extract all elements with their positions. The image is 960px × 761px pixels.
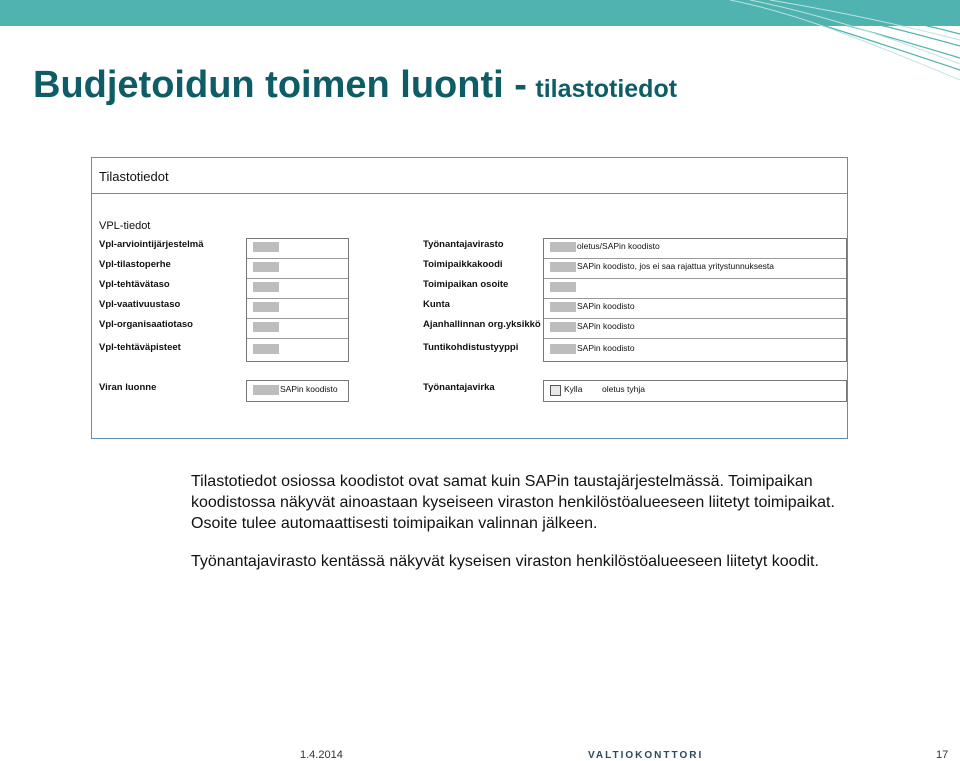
wave-decoration-icon bbox=[720, 0, 960, 90]
organisation-field-group bbox=[543, 238, 847, 362]
label-tyonantajavirka: Työnantajavirka bbox=[423, 382, 495, 393]
label-toimipaikan-osoite: Toimipaikan osoite bbox=[423, 279, 509, 290]
label-toimipaikkakoodi: Toimipaikkakoodi bbox=[423, 259, 503, 270]
value-placeholder bbox=[253, 302, 279, 312]
page-number: 17 bbox=[936, 749, 949, 761]
tuntikohdistustyyppi-option: SAPin koodisto bbox=[577, 343, 635, 353]
value-placeholder bbox=[253, 262, 279, 272]
value-placeholder bbox=[550, 344, 576, 354]
slide-title-main: Budjetoidun toimen luonti - bbox=[33, 64, 527, 106]
form-screenshot bbox=[91, 157, 848, 439]
header-divider bbox=[92, 193, 847, 194]
kunta-option: SAPin koodisto bbox=[577, 301, 635, 311]
kunta-select[interactable] bbox=[544, 299, 846, 319]
tyonantajavirasto-option: oletus/SAPin koodisto bbox=[577, 241, 660, 251]
value-placeholder bbox=[550, 262, 576, 272]
vpl-organisaatiotaso-select[interactable] bbox=[247, 319, 348, 339]
description bbox=[191, 471, 851, 589]
value-placeholder bbox=[253, 385, 279, 395]
checkbox-icon[interactable] bbox=[550, 385, 561, 396]
section-title: VPL-tiedot bbox=[99, 220, 151, 232]
label-tyonantajavirasto: Työnantajavirasto bbox=[423, 239, 504, 250]
value-placeholder bbox=[253, 322, 279, 332]
default-note: oletus tyhja bbox=[602, 384, 645, 394]
viran-luonne-select[interactable] bbox=[246, 380, 349, 402]
label-vpl-tilastoperhe: Vpl-tilastoperhe bbox=[99, 259, 171, 270]
label-tuntikohdistustyyppi: Tuntikohdistustyyppi bbox=[423, 342, 519, 353]
tyonantajavirka-field bbox=[543, 380, 847, 402]
label-viran-luonne: Viran luonne bbox=[99, 382, 157, 393]
label-vpl-vaativuustaso: Vpl-vaativuustaso bbox=[99, 299, 181, 310]
vpl-vaativuustaso-select[interactable] bbox=[247, 299, 348, 319]
label-vpl-organisaatiotaso: Vpl-organisaatiotaso bbox=[99, 319, 193, 330]
value-placeholder bbox=[253, 242, 279, 252]
value-placeholder bbox=[253, 344, 279, 354]
label-ajanhallinnan-org-yksikko: Ajanhallinnan org.yksikkö bbox=[423, 319, 541, 330]
value-placeholder bbox=[550, 322, 576, 332]
vpl-tilastoperhe-select[interactable] bbox=[247, 259, 348, 279]
description-paragraph-2: Työnantajavirasto kentässä näkyvät kyseisen viraston henkilöstöalueeseen liitetyt koodit. bbox=[191, 553, 819, 570]
slide-title bbox=[33, 64, 677, 107]
label-vpl-tehtavataso: Vpl-tehtävätaso bbox=[99, 279, 170, 290]
value-placeholder bbox=[253, 282, 279, 292]
footer-logo: VALTIOKONTTORI bbox=[588, 750, 704, 761]
description-paragraph-1: Tilastotiedot osiossa koodistot ovat samat kuin SAPin taustajärjestelmässä. Toimipaikan koodistossa näkyvät ainoastaan kyseiseen viraston henkilöstöalueeseen liitetyt toimipaikat. Osoite tulee automaattisesti toimipaikan valinnan jälkeen. bbox=[191, 473, 835, 532]
form-header: Tilastotiedot bbox=[99, 169, 169, 184]
vpl-arviointijarjestelma-select[interactable] bbox=[247, 239, 348, 259]
slide-title-sub: tilastotiedot bbox=[535, 75, 678, 103]
label-vpl-arviointijarjestelma: Vpl-arviointijärjestelmä bbox=[99, 239, 204, 250]
checkbox-label: Kylla bbox=[564, 384, 583, 394]
tyonantajavirasto-select[interactable] bbox=[544, 239, 846, 259]
ajanhallinnan-option: SAPin koodisto bbox=[577, 321, 635, 331]
footer-date: 1.4.2014 bbox=[300, 749, 343, 761]
value-placeholder bbox=[550, 282, 576, 292]
ajanhallinnan-org-yksikko-select[interactable] bbox=[544, 319, 846, 339]
tuntikohdistustyyppi-select[interactable] bbox=[544, 339, 846, 359]
vpl-field-group bbox=[246, 238, 349, 362]
value-placeholder bbox=[550, 302, 576, 312]
label-kunta: Kunta bbox=[423, 299, 450, 310]
vpl-tehtavataso-select[interactable] bbox=[247, 279, 348, 299]
label-vpl-tehtavapisteet: Vpl-tehtäväpisteet bbox=[99, 342, 181, 353]
value-placeholder bbox=[550, 242, 576, 252]
toimipaikan-osoite-field[interactable] bbox=[544, 279, 846, 299]
toimipaikkakoodi-option: SAPin koodisto, jos ei saa rajattua yritystunnuksesta bbox=[577, 261, 775, 271]
vpl-tehtavapisteet-select[interactable] bbox=[247, 339, 348, 359]
viran-luonne-option: SAPin koodisto bbox=[280, 384, 338, 394]
toimipaikkakoodi-select[interactable] bbox=[544, 259, 846, 279]
